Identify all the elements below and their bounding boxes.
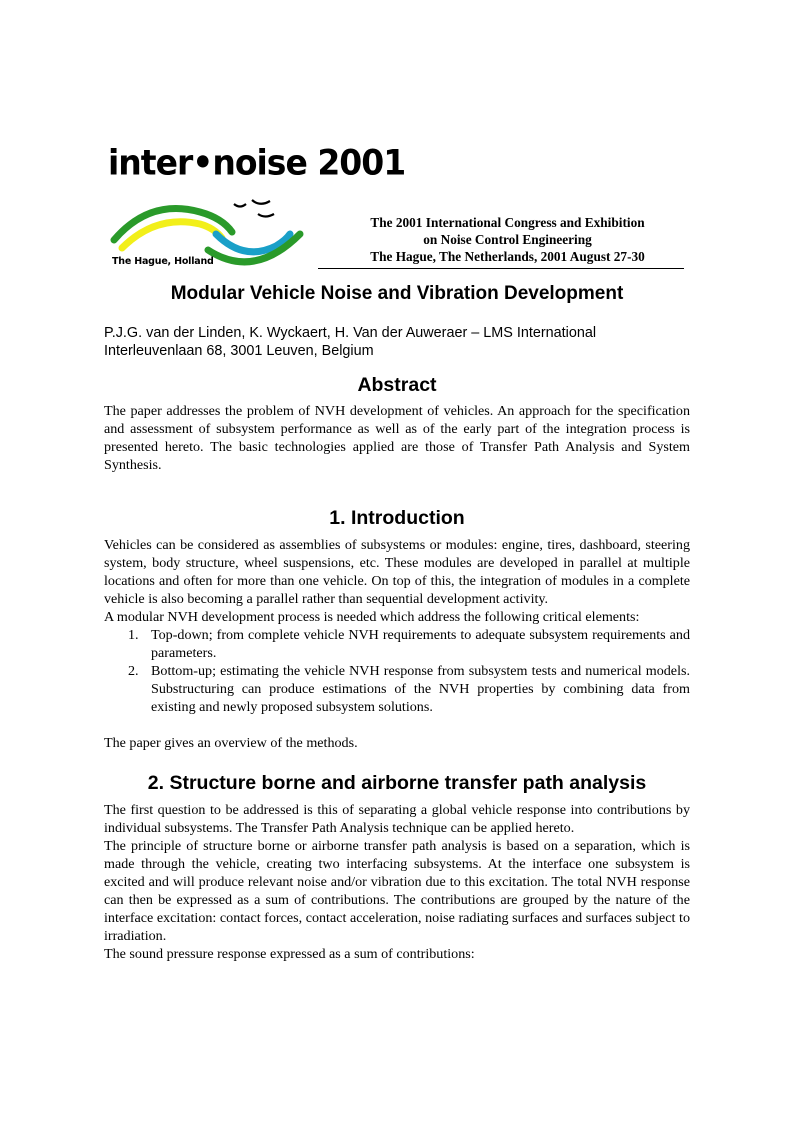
introduction-body <box>104 536 690 752</box>
conference-info <box>320 214 695 265</box>
list-item <box>104 662 690 716</box>
list-item-text: Top-down; from complete vehicle NVH requirements to adequate subsystem requirements and parameters. <box>151 627 690 661</box>
introduction-paragraph: A modular NVH development process is needed which address the following critical elements: <box>104 609 640 625</box>
section-2-body <box>104 801 690 963</box>
list-item-number: 2. <box>128 663 139 679</box>
introduction-heading: 1. Introduction <box>329 507 465 529</box>
authors-block <box>104 324 704 360</box>
section-2-paragraph: The first question to be addressed is this of separating a global vehicle response into contributions by individual subsystems. The Transfer Path Analysis technique can be applied hereto. <box>104 802 690 836</box>
abstract-paragraph: The paper addresses the problem of NVH development of vehicles. An approach for the specification and assessment of subsystem performance as well as of the early part of the integration process is presented hereto. The basic technologies applied are those of Transfer Path Analysis and System Synthesis. <box>104 403 690 473</box>
abstract-heading: Abstract <box>357 374 437 396</box>
conference-line: The 2001 International Congress and Exhibition <box>370 215 645 230</box>
conference-line: on Noise Control Engineering <box>423 232 592 247</box>
list-item-number: 1. <box>128 627 139 643</box>
list-item-text: Bottom-up; estimating the vehicle NVH response from subsystem tests and numerical models. Substructuring can produce estimations of the NVH properties by combining data from existing and newly proposed subsystem solutions. <box>151 663 690 715</box>
section-2-paragraph: The sound pressure response expressed as a sum of contributions: <box>104 946 475 962</box>
introduction-paragraph: The paper gives an overview of the methods. <box>104 735 358 751</box>
requirements-list <box>104 626 690 716</box>
conference-logo-caption: The Hague, Holland <box>112 256 214 267</box>
introduction-paragraph: Vehicles can be considered as assemblies of subsystems or modules: engine, tires, dashboard, steering system, body structure, wheel suspensions, etc. These modules are developed in parallel at multiple locations and often for more than one vehicle. On top of this, the integration of modules in a complete vehicle is also becoming a parallel rather than sequential development activity. <box>104 537 690 607</box>
section-2-heading: 2. Structure borne and airborne transfer path analysis <box>147 772 647 794</box>
paragraph-gap <box>104 716 690 734</box>
paper-title: Modular Vehicle Noise and Vibration Development <box>170 283 624 304</box>
header-divider <box>318 268 684 269</box>
conference-logo-text: inter•noise 2001 <box>108 142 406 183</box>
list-item <box>104 626 690 662</box>
abstract-text <box>104 402 690 474</box>
section-2-paragraph: The principle of structure borne or airborne transfer path analysis is based on a separation, which is made through the vehicle, creating two interfacing subsystems. At the interface one subsystem is excited and will produce relevant noise and/or vibration due to this excitation. The total NVH response can then be expressed as a sum of contributions. The contributions are grouped by the nature of the interface excitation: contact forces, contact acceleration, noise radiating surfaces and surfaces subject to irradiation. <box>104 838 690 944</box>
authors-line: P.J.G. van der Linden, K. Wyckaert, H. Van der Auweraer – LMS International <box>104 325 597 341</box>
conference-line: The Hague, The Netherlands, 2001 August 27-30 <box>370 249 645 264</box>
affiliation-line: Interleuvenlaan 68, 3001 Leuven, Belgium <box>104 343 374 359</box>
